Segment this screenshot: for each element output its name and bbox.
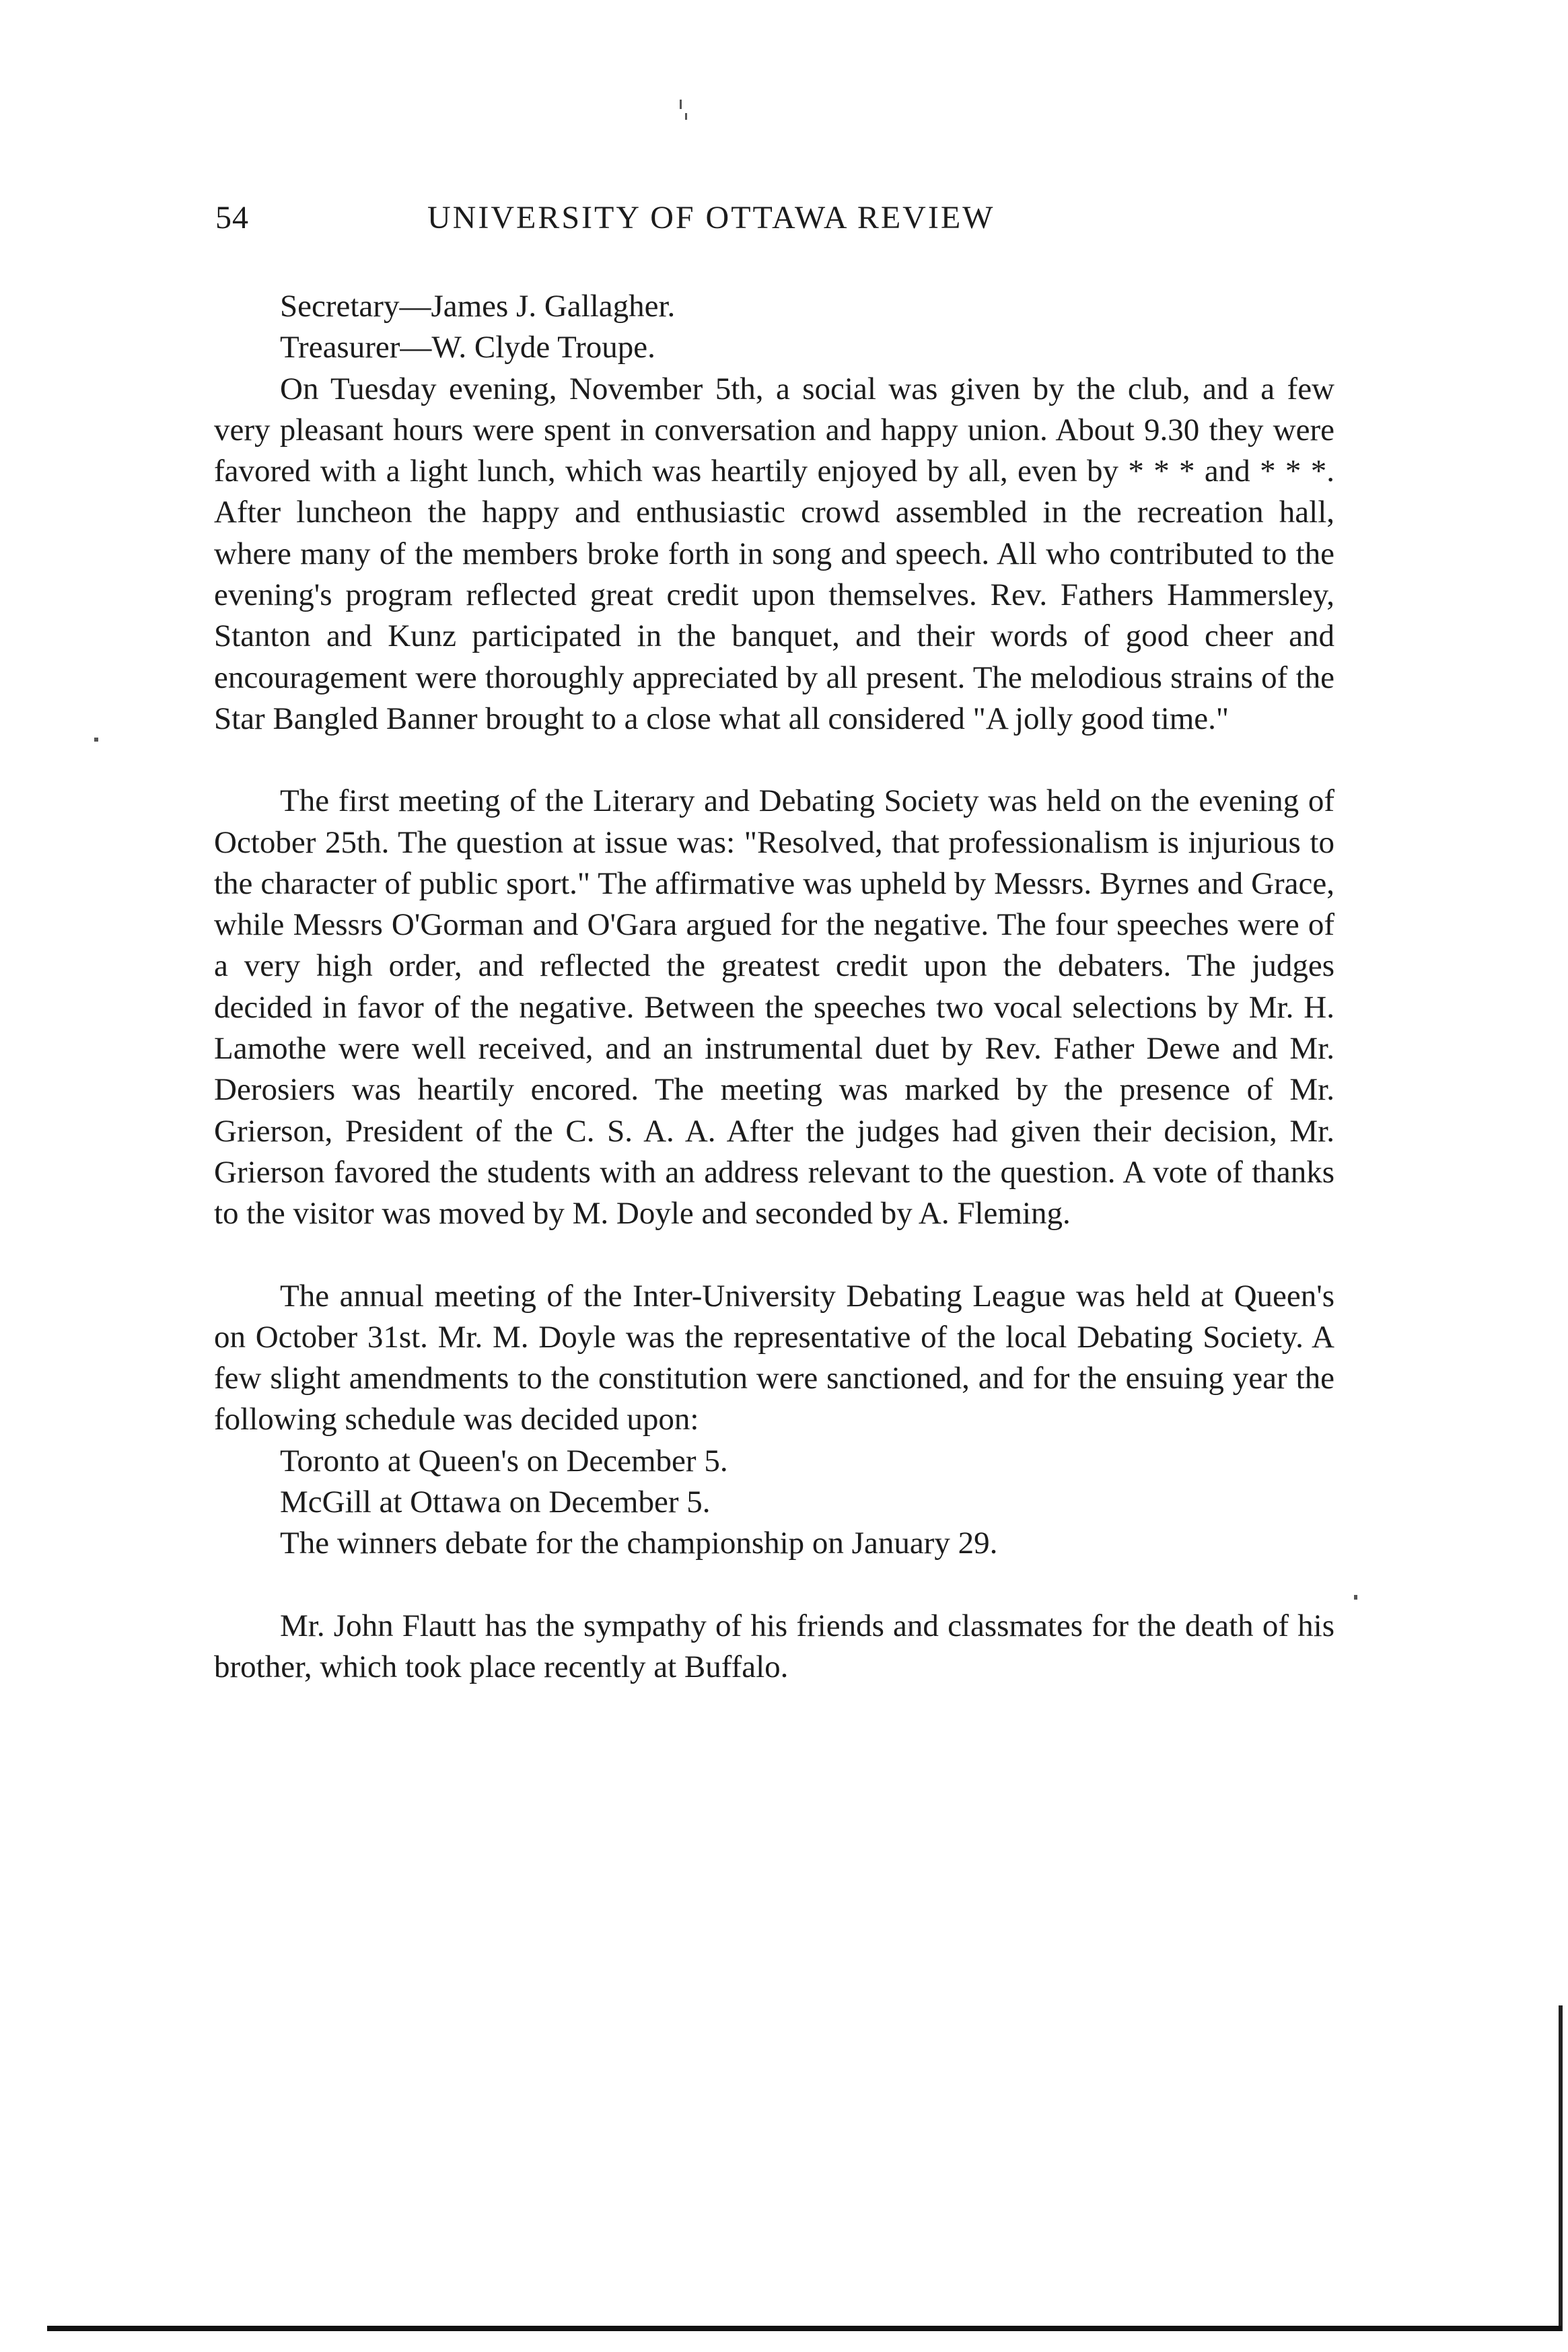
- schedule-item: Toronto at Queen's on December 5.: [280, 1443, 728, 1478]
- article-body: [214, 286, 1334, 1688]
- officer-treasurer: Treasurer—W. Clyde Troupe.: [280, 330, 655, 365]
- page-bottom-rule: [47, 2326, 1561, 2331]
- scan-speck: [680, 100, 682, 109]
- paragraph-gap: [214, 1235, 1334, 1276]
- paragraph-literary-society: The first meeting of the Literary and Debating Society was held on the evening of October 25th. The question at issue was: "Resolved, that professionalism is injurious to the character of public sport." The affirmative was upheld by Messrs. Byrnes and Grace, while Messrs O'Gorman and O'Gara argued for the negative. The four speeches were of a very high order, and reflected the greatest credit upon the debaters. The judges decided in favor of the negative. Between the speeches two vocal selections by Mr. H. Lamothe were well received, and an instrumental duet by Rev. Father Dewe and Mr. Derosiers was heartily encored. The meeting was marked by the presence of Mr. Grierson, President of the C. S. A. A. After the judges had given their decision, Mr. Grierson favored the students with an address relevant to the question. A vote of thanks to the visitor was moved by M. Doyle and seconded by A. Fleming.: [214, 783, 1334, 1232]
- scan-speck: [685, 113, 687, 120]
- schedule-item: The winners debate for the championship on January 29.: [280, 1526, 998, 1561]
- paragraph-gap: [214, 1565, 1334, 1606]
- scan-speck: [94, 738, 98, 742]
- scan-speck: [1354, 1595, 1357, 1600]
- running-title: UNIVERSITY OF OTTAWA REVIEW: [427, 200, 995, 236]
- officer-secretary: Secretary—James J. Gallagher.: [280, 289, 676, 324]
- paragraph-sympathy: Mr. John Flautt has the sympathy of his friends and classmates for the death of his brother, which took place recently at Buffalo.: [214, 1608, 1334, 1684]
- page-header: [215, 199, 1332, 246]
- page-edge-rule: [1559, 2005, 1563, 2331]
- paragraph-gap: [214, 740, 1334, 781]
- schedule-item: McGill at Ottawa on December 5.: [280, 1485, 711, 1520]
- paragraph-social: On Tuesday evening, November 5th, a social was given by the club, and a few very pleasant hours were spent in conversation and happy union. About 9.30 they were favored with a light lunch, which was heartily enjoyed by all, even by * * * and * * *. After luncheon the happy and enthusiastic crowd assembled in the recreation hall, where many of the members broke forth in song and speech. All who contributed to the evening's program reflected great credit upon themselves. Rev. Fathers Hammersley, Stanton and Kunz participated in the banquet, and their words of good cheer and encouragement were thoroughly appreciated by all present. The melodious strains of the Star Bangled Banner brought to a close what all considered "A jolly good time.": [214, 371, 1334, 736]
- paragraph-debating-league: The annual meeting of the Inter-University Debating League was held at Queen's on October 31st. Mr. M. Doyle was the representative of the local Debating Society. A few slight amendments to the constitution were sanctioned, and for the ensuing year the following schedule was decided upon:: [214, 1278, 1334, 1437]
- page-number: 54: [215, 200, 249, 236]
